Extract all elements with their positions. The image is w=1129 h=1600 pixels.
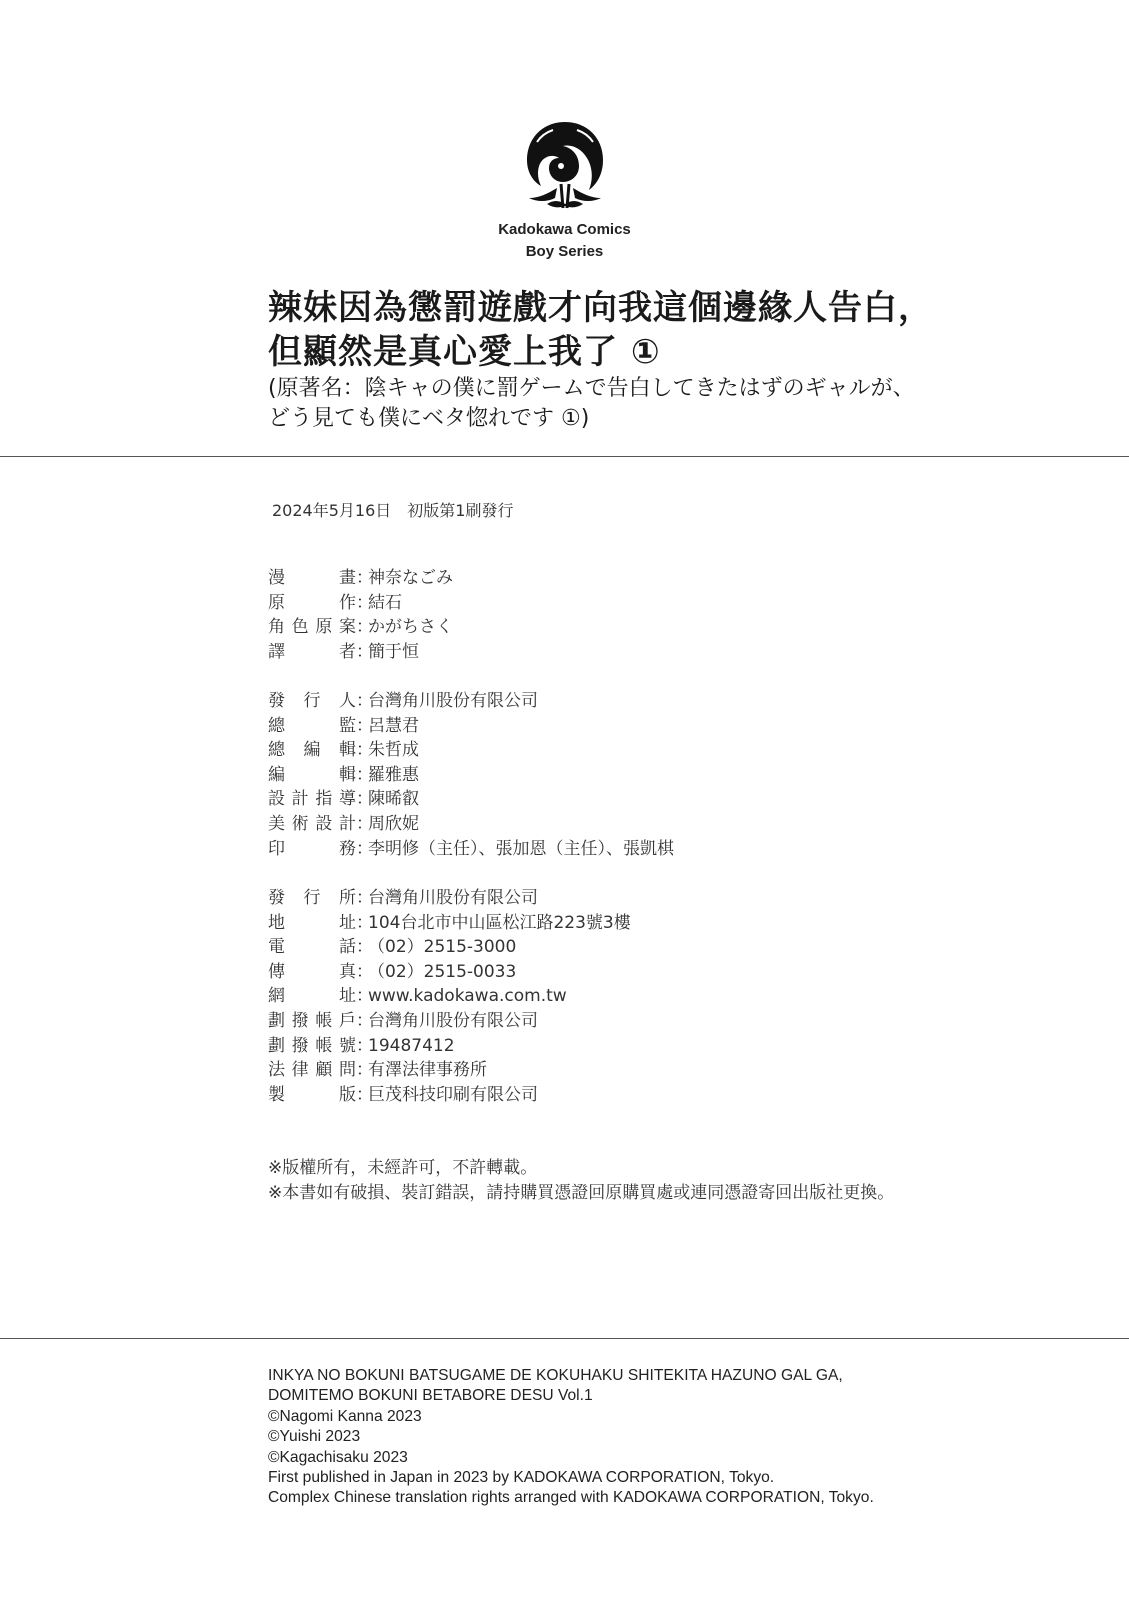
credit-row xyxy=(268,960,631,985)
credit-row xyxy=(268,640,453,665)
credit-label: 編 輯 xyxy=(268,764,356,785)
credit-colon: ： xyxy=(356,715,373,736)
credit-value: 台灣角川股份有限公司 xyxy=(368,1010,538,1031)
credit-row xyxy=(268,787,674,812)
credit-row xyxy=(268,689,674,714)
credit-label: 譯 者 xyxy=(268,641,356,662)
credit-colon: ： xyxy=(356,1060,373,1081)
credit-value: 19487412 xyxy=(368,1035,455,1056)
credit-row xyxy=(268,714,674,739)
credit-label: 發 行 所 xyxy=(268,888,356,908)
note-line: ※版權所有，未經許可，不許轉載。 xyxy=(268,1158,538,1178)
phoenix-emblem-icon xyxy=(517,118,613,218)
english-line: First published in Japan in 2023 by KADOKAWA CORPORATION, Tokyo. xyxy=(268,1469,775,1487)
english-copyright-block xyxy=(268,1366,874,1509)
credit-label: 劃 撥 帳 戶 xyxy=(268,1010,356,1031)
book-title-line-2: 但顯然是真心愛上我了 ① xyxy=(268,332,661,372)
logo-line-1: Kadokawa Comics xyxy=(498,221,631,238)
credit-row xyxy=(268,1009,631,1034)
credit-colon: ： xyxy=(356,789,373,810)
credit-row xyxy=(268,591,453,616)
credit-row xyxy=(268,886,631,911)
credit-label: 網 址 xyxy=(268,986,356,1007)
credits-group-creators xyxy=(268,566,453,664)
credits-group-publisher xyxy=(268,886,631,1107)
english-line: ©Kagachisaku 2023 xyxy=(268,1448,408,1466)
credit-label: 印 務 xyxy=(268,838,356,859)
credit-value: 李明修（主任）、張加恩（主任）、張凱棋 xyxy=(368,838,674,859)
credit-label: 地 址 xyxy=(268,912,356,933)
credit-label: 美 術 設 計 xyxy=(268,813,356,834)
credit-label: 總 監 xyxy=(268,715,356,736)
credit-label: 設 計 指 導 xyxy=(268,789,356,810)
credit-row xyxy=(268,984,631,1009)
credit-colon: ： xyxy=(356,1010,373,1031)
credit-value: 台灣角川股份有限公司 xyxy=(368,888,538,908)
note-line: ※本書如有破損、裝訂錯誤，請持購買憑證回原購買處或連同憑證寄回出版社更換。 xyxy=(268,1183,895,1203)
bottom-divider xyxy=(0,1338,1129,1339)
top-divider xyxy=(0,456,1129,457)
english-line: ©Yuishi 2023 xyxy=(268,1428,361,1446)
credit-row xyxy=(268,1058,631,1083)
credit-value: 羅雅惠 xyxy=(368,764,419,785)
credit-value: かがちさく xyxy=(368,617,453,638)
credit-row xyxy=(268,935,631,960)
english-line: ©Nagomi Kanna 2023 xyxy=(268,1407,422,1425)
original-title-line-2: どう見ても僕にベタ惚れです ①) xyxy=(268,406,590,431)
credit-colon: ： xyxy=(356,617,373,638)
credit-label: 製 版 xyxy=(268,1084,356,1105)
original-title-line-1: (原著名：陰キャの僕に罰ゲームで告白してきたはずのギャルが、 xyxy=(268,376,915,401)
credit-colon: ： xyxy=(356,912,373,933)
copyright-notes xyxy=(268,1156,894,1206)
credit-label: 電 話 xyxy=(268,937,356,958)
credit-colon: ： xyxy=(356,764,373,785)
credit-row xyxy=(268,1083,631,1108)
book-title-block xyxy=(268,286,1068,434)
credit-label: 法 律 顧 問 xyxy=(268,1060,356,1081)
book-title-line-1: 辣妹因為懲罰遊戲才向我這個邊緣人告白， xyxy=(268,288,933,328)
logo-line-2: Boy Series xyxy=(525,243,604,260)
credits-group-staff xyxy=(268,689,674,861)
credit-colon: ： xyxy=(356,986,373,1007)
publication-date: 2024年5月16日 初版第1刷發行 xyxy=(272,501,514,520)
credit-row xyxy=(268,566,453,591)
credit-label: 漫 畫 xyxy=(268,568,356,588)
credit-label: 角 色 原 案 xyxy=(268,617,356,638)
credit-row xyxy=(268,837,674,862)
credit-value: www.kadokawa.com.tw xyxy=(368,986,567,1007)
credit-colon: ： xyxy=(356,740,373,761)
english-line: Complex Chinese translation rights arranged with KADOKAWA CORPORATION, Tokyo. xyxy=(268,1489,874,1507)
credit-row xyxy=(268,615,453,640)
credit-row xyxy=(268,812,674,837)
credit-label: 原 作 xyxy=(268,592,356,613)
publisher-logo xyxy=(0,118,1129,262)
english-line: INKYA NO BOKUNI BATSUGAME DE KOKUHAKU SHITEKITA HAZUNO GAL GA, xyxy=(268,1367,843,1384)
credit-value: 神奈なごみ xyxy=(368,568,453,588)
credit-row xyxy=(268,763,674,788)
credit-colon: ： xyxy=(356,937,373,958)
credit-colon: ： xyxy=(356,1084,373,1105)
credit-colon: ： xyxy=(356,641,373,662)
credit-colon: ： xyxy=(356,568,373,588)
credit-value: （02）2515-3000 xyxy=(368,937,517,958)
credit-value: （02）2515-0033 xyxy=(368,961,517,982)
credit-colon: ： xyxy=(356,1035,373,1056)
credit-label: 總 編 輯 xyxy=(268,740,356,761)
credit-label: 發 行 人 xyxy=(268,691,356,711)
credit-colon: ： xyxy=(356,592,373,613)
credit-value: 巨茂科技印刷有限公司 xyxy=(368,1084,538,1105)
credit-colon: ： xyxy=(356,691,373,711)
credit-row xyxy=(268,1034,631,1059)
credit-colon: ： xyxy=(356,838,373,859)
credit-value: 104台北市中山區松江路223號3樓 xyxy=(368,912,631,933)
credit-label: 劃 撥 帳 號 xyxy=(268,1035,356,1056)
credit-colon: ： xyxy=(356,888,373,908)
credit-value: 周欣妮 xyxy=(368,813,419,834)
credit-row xyxy=(268,911,631,936)
english-line: DOMITEMO BOKUNI BETABORE DESU Vol.1 xyxy=(268,1387,593,1405)
credit-row xyxy=(268,738,674,763)
credit-value: 陳晞叡 xyxy=(368,789,419,810)
credit-value: 結石 xyxy=(368,592,402,613)
credit-value: 簡于恒 xyxy=(368,641,419,662)
credit-value: 有澤法律事務所 xyxy=(368,1060,487,1081)
credit-value: 台灣角川股份有限公司 xyxy=(368,691,538,711)
credit-value: 呂慧君 xyxy=(368,715,419,736)
credit-colon: ： xyxy=(356,813,373,834)
credit-colon: ： xyxy=(356,961,373,982)
credit-label: 傳 真 xyxy=(268,961,356,982)
credit-value: 朱哲成 xyxy=(368,740,419,761)
